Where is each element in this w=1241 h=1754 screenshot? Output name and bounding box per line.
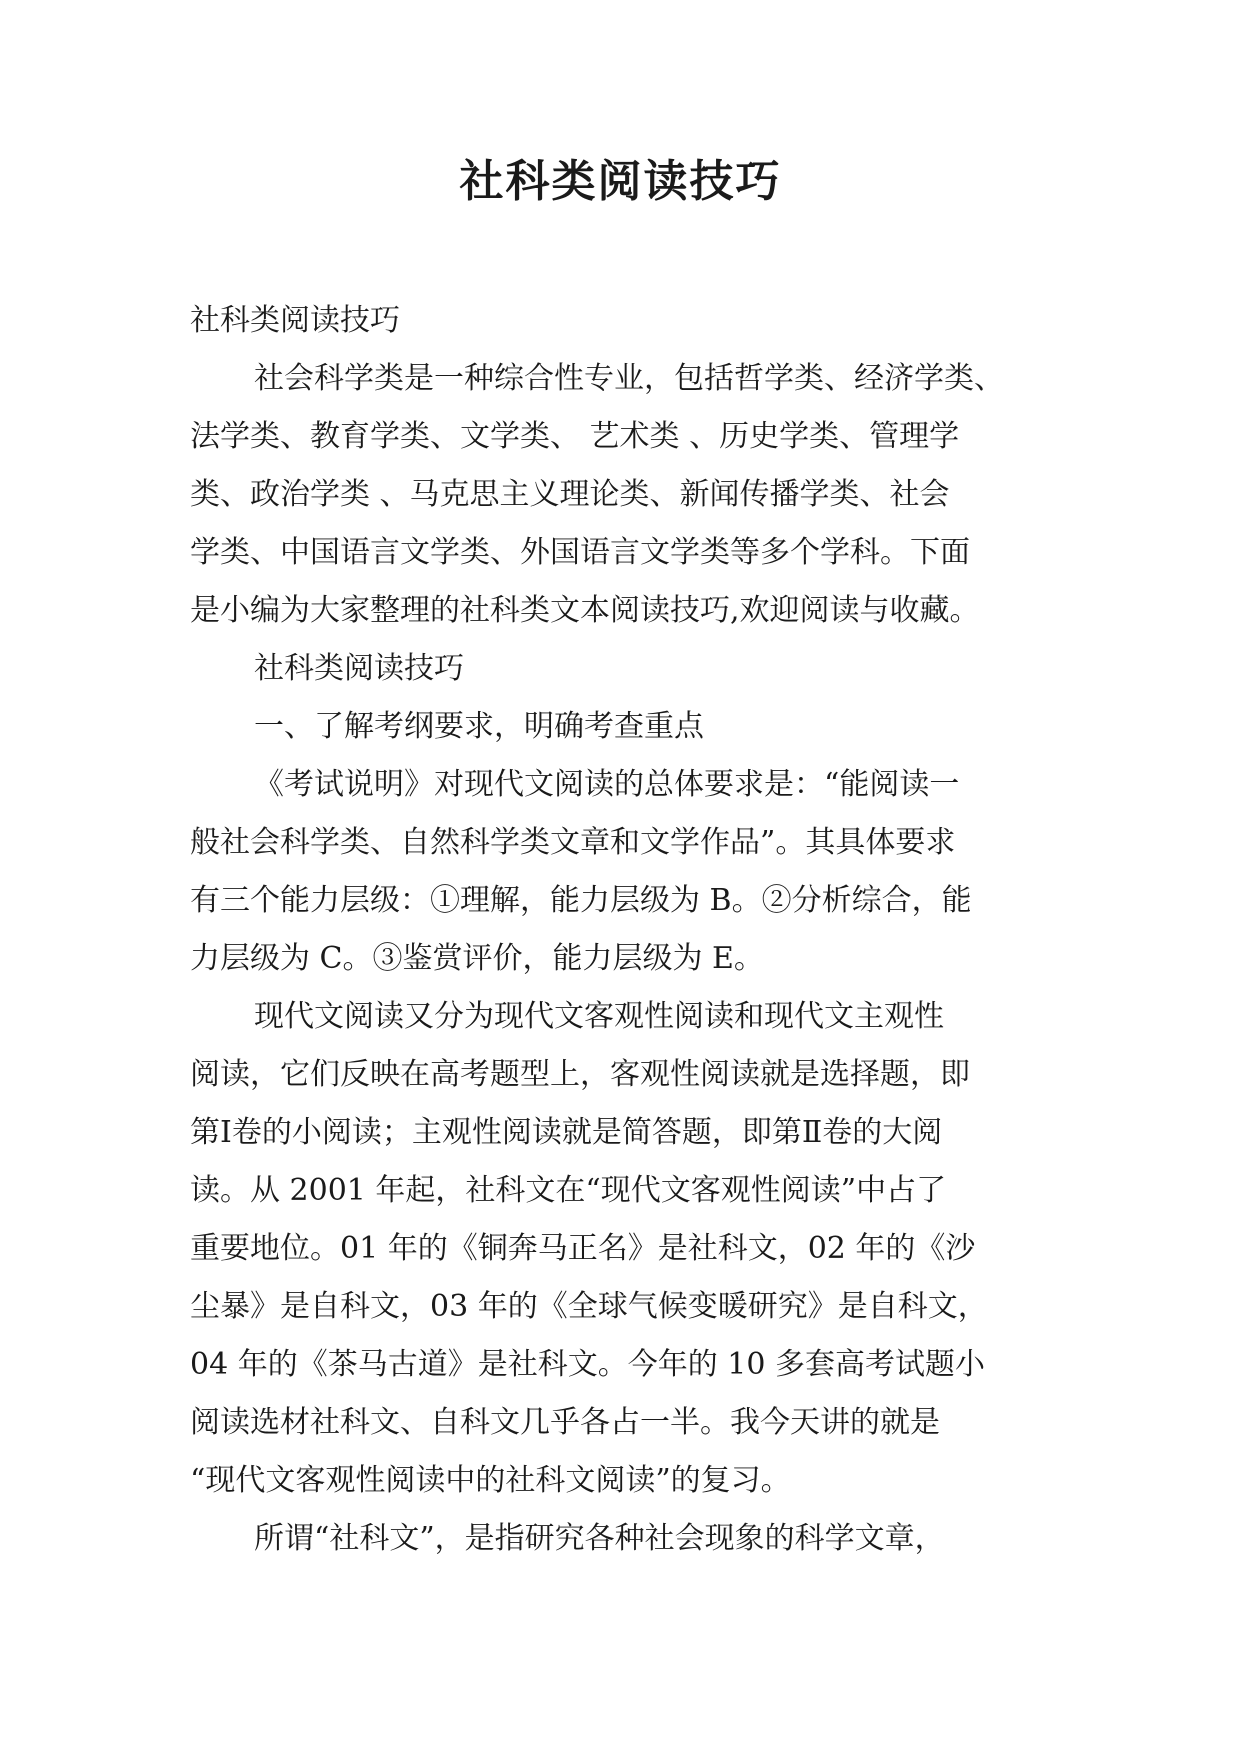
body-line: 是小编为大家整理的社科类文本阅读技巧,欢迎阅读与收藏。 [190,593,980,628]
body-line: 般社会科学类、自然科学类文章和文学作品”。其具体要求 [190,825,956,860]
body-line: 有三个能力层级：①理解，能力层级为 B。②分析综合，能 [190,883,972,918]
body-line: 类、政治学类 、马克思主义理论类、新闻传播学类、社会 [190,477,950,512]
body-line: 所谓“社科文”，是指研究各种社会现象的科学文章， [254,1521,945,1556]
body-line: 重要地位。01 年的《铜奔马正名》是社科文，02 年的《沙 [190,1231,976,1266]
body-line: 04 年的《茶马古道》是社科文。今年的 10 多套高考试题小 [190,1347,985,1382]
body-line: 一、了解考纲要求，明确考查重点 [254,709,704,744]
body-line: 阅读，它们反映在高考题型上，客观性阅读就是选择题，即 [190,1057,970,1092]
body-line: 社科类阅读技巧 [190,303,400,338]
body-line: 社会科学类是一种综合性专业，包括哲学类、经济学类、 [254,361,1004,396]
body-line: 第Ⅰ卷的小阅读；主观性阅读就是简答题，即第Ⅱ卷的大阅 [190,1115,943,1150]
body-line: 读。从 2001 年起，社科文在“现代文客观性阅读”中占了 [190,1173,947,1208]
body-line: 阅读选材社科文、自科文几乎各占一半。我今天讲的就是 [190,1405,940,1440]
body-line: “现代文客观性阅读中的社科文阅读”的复习。 [190,1463,791,1498]
body-line: 现代文阅读又分为现代文客观性阅读和现代文主观性 [254,999,944,1034]
body-line: 法学类、教育学类、文学类、 艺术类 、历史学类、管理学 [190,419,960,454]
document-title: 社科类阅读技巧 [459,156,782,207]
body-line: 力层级为 C。③鉴赏评价，能力层级为 E。 [190,941,764,976]
body-line: 社科类阅读技巧 [254,651,464,686]
body-line: 尘暴》是自科文，03 年的《全球气候变暖研究》是自科文， [190,1289,988,1324]
document-body [190,292,1060,1568]
body-line: 学类、中国语言文学类、外国语言文学类等多个学科。下面 [190,535,970,570]
body-line: 《考试说明》对现代文阅读的总体要求是：“能阅读一 [254,767,960,802]
